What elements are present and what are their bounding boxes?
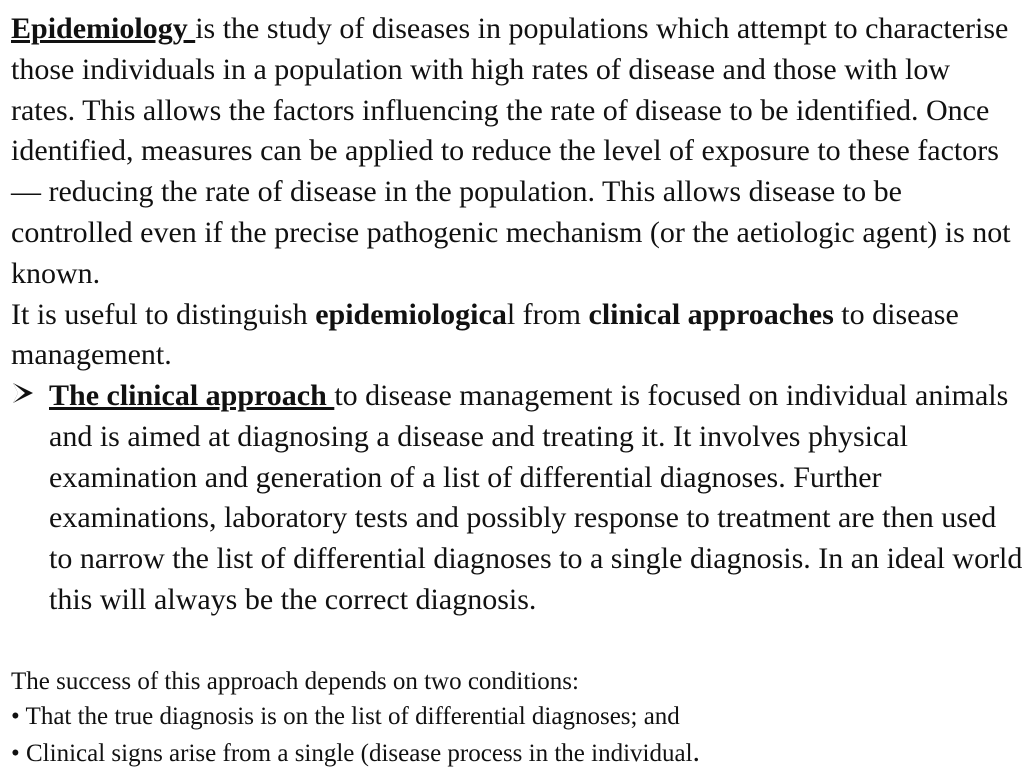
clinical-approach-text: to disease management is focused on individual animals and is aimed at diagnosing a disease and treating it. It involves physical examination and generation of a list of differential diagnoses. Further examinations, laboratory tests and possibly response to treatment are then used to narrow the list of differential diagnoses to a single diagnosis. In an ideal world this will always be the correct diagnosis.: [49, 379, 1023, 616]
condition-item-2-end-mark: .: [692, 735, 701, 768]
condition-item-2-text: • Clinical signs arise from a single (disease process in the individual: [11, 740, 693, 767]
intro-paragraph: [11, 9, 1016, 376]
conditions-block: [11, 664, 1016, 771]
intro-text: is the study of diseases in populations which attempt to characterise those individuals in a population with high rates of disease and those with low rates. This allows the factors influencing the rate of disease to be identified. Once identified, measures can be applied to reduce the level of exposure to these factors — reducing the rate of disease in the population. This allows disease to be controlled even if the precise pathogenic mechanism (or the aetiologic agent) is not known.: [11, 12, 1011, 290]
clinical-approach-bullet: [49, 376, 1024, 621]
arrow-bullet-icon: [11, 381, 35, 405]
distinguish-bold-epidemiological: epidemiologica: [315, 297, 507, 331]
clinical-approach-heading: The clinical approach: [49, 379, 335, 412]
distinguish-text-3: to disease management.: [11, 297, 959, 372]
conditions-intro: The success of this approach depends on two conditions:: [11, 668, 579, 695]
distinguish-text-2: l from: [506, 297, 589, 331]
epidemiology-term: Epidemiology: [11, 12, 196, 45]
distinguish-bold-clinical: clinical approaches: [588, 297, 834, 331]
condition-item-1: • That the true diagnosis is on the list of differential diagnoses; and: [11, 703, 680, 730]
distinguish-text-1: It is useful to distinguish: [11, 297, 316, 331]
condition-item-2: [11, 734, 1016, 771]
